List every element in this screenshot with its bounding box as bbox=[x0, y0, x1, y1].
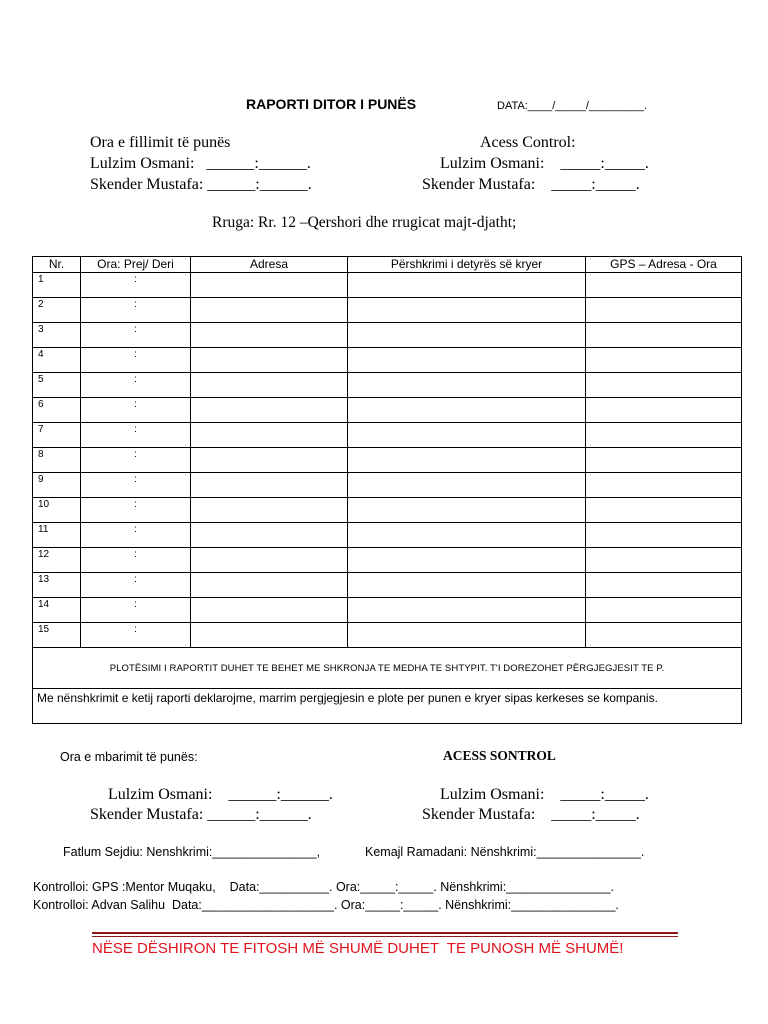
report-title: RAPORTI DITOR I PUNËS bbox=[246, 96, 417, 112]
table-row bbox=[33, 398, 742, 423]
access-control-title: Acess Control: bbox=[480, 134, 576, 151]
row-number: 10 bbox=[33, 498, 81, 523]
row-number: 9 bbox=[33, 473, 81, 498]
row-time: : bbox=[81, 373, 191, 398]
work-table bbox=[32, 256, 742, 724]
row-time: : bbox=[81, 273, 191, 298]
row-number: 12 bbox=[33, 548, 81, 573]
row-time: : bbox=[81, 523, 191, 548]
row-gps[interactable] bbox=[586, 273, 742, 298]
row-description[interactable] bbox=[348, 348, 586, 373]
signature-kemajl: Kemajl Ramadani: Nënshkrimi:_______________. bbox=[365, 845, 645, 859]
table-row bbox=[33, 523, 742, 548]
table-row bbox=[33, 448, 742, 473]
row-address[interactable] bbox=[191, 623, 348, 648]
row-number: 7 bbox=[33, 423, 81, 448]
row-description[interactable] bbox=[348, 298, 586, 323]
row-description[interactable] bbox=[348, 473, 586, 498]
notice-row bbox=[33, 648, 742, 689]
row-number: 11 bbox=[33, 523, 81, 548]
row-address[interactable] bbox=[191, 423, 348, 448]
row-description[interactable] bbox=[348, 373, 586, 398]
declaration-text: Me nënshkrimit e ketij raporti deklarojme, marrim pergjegjesin e plote per punen e kryer sipas kerkeses se kompanis. bbox=[33, 689, 742, 724]
row-description[interactable] bbox=[348, 273, 586, 298]
slogan: NËSE DËSHIRON TE FITOSH MË SHUMË DUHET TE PUNOSH MË SHUMË! bbox=[92, 940, 624, 957]
row-description[interactable] bbox=[348, 523, 586, 548]
row-number: 2 bbox=[33, 298, 81, 323]
row-time: : bbox=[81, 448, 191, 473]
access-sontrol-title: ACESS SONTROL bbox=[443, 748, 556, 763]
notice-text: PLOTËSIMI I RAPORTIT DUHET TE BEHET ME SHKRONJA TE MEDHA TE SHTYPIT. T'I DOREZOHET PËRGJEGJESIT TE P. bbox=[33, 648, 742, 689]
row-time: : bbox=[81, 548, 191, 573]
table-row bbox=[33, 323, 742, 348]
row-address[interactable] bbox=[191, 498, 348, 523]
row-gps[interactable] bbox=[586, 623, 742, 648]
table-row bbox=[33, 573, 742, 598]
row-description[interactable] bbox=[348, 498, 586, 523]
row-gps[interactable] bbox=[586, 373, 742, 398]
control-line-gps: Kontrolloi: GPS :Mentor Muqaku, Data:__________. Ora:_____:_____. Nënshkrimi:_______________. bbox=[33, 880, 614, 894]
row-gps[interactable] bbox=[586, 473, 742, 498]
row-description[interactable] bbox=[348, 398, 586, 423]
header-pershkrimi: Përshkrimi i detyrës së kryer bbox=[348, 257, 586, 273]
row-address[interactable] bbox=[191, 573, 348, 598]
row-description[interactable] bbox=[348, 323, 586, 348]
table-row bbox=[33, 473, 742, 498]
row-number: 8 bbox=[33, 448, 81, 473]
row-address[interactable] bbox=[191, 273, 348, 298]
header-gps: GPS – Adresa - Ora bbox=[586, 257, 742, 273]
row-gps[interactable] bbox=[586, 448, 742, 473]
table-row bbox=[33, 498, 742, 523]
row-number: 6 bbox=[33, 398, 81, 423]
row-time: : bbox=[81, 573, 191, 598]
table-row bbox=[33, 548, 742, 573]
table-row bbox=[33, 298, 742, 323]
end-time-title: Ora e mbarimit të punës: bbox=[60, 750, 198, 764]
row-time: : bbox=[81, 298, 191, 323]
row-description[interactable] bbox=[348, 573, 586, 598]
table-row bbox=[33, 348, 742, 373]
row-address[interactable] bbox=[191, 473, 348, 498]
row-time: : bbox=[81, 623, 191, 648]
row-gps[interactable] bbox=[586, 498, 742, 523]
row-number: 1 bbox=[33, 273, 81, 298]
row-number: 3 bbox=[33, 323, 81, 348]
header-nr: Nr. bbox=[33, 257, 81, 273]
row-gps[interactable] bbox=[586, 423, 742, 448]
street-line: Rruga: Rr. 12 –Qershori dhe rrugicat majt-djatht; bbox=[212, 214, 517, 231]
row-number: 5 bbox=[33, 373, 81, 398]
header-ora: Ora: Prej/ Deri bbox=[81, 257, 191, 273]
table-row bbox=[33, 273, 742, 298]
row-description[interactable] bbox=[348, 448, 586, 473]
row-address[interactable] bbox=[191, 373, 348, 398]
table-row bbox=[33, 623, 742, 648]
row-time: : bbox=[81, 473, 191, 498]
row-time: : bbox=[81, 348, 191, 373]
row-number: 4 bbox=[33, 348, 81, 373]
row-address[interactable] bbox=[191, 298, 348, 323]
row-gps[interactable] bbox=[586, 598, 742, 623]
row-number: 15 bbox=[33, 623, 81, 648]
row-number: 13 bbox=[33, 573, 81, 598]
row-time: : bbox=[81, 598, 191, 623]
divider-thick bbox=[92, 932, 678, 934]
row-address[interactable] bbox=[191, 398, 348, 423]
row-time: : bbox=[81, 323, 191, 348]
row-gps[interactable] bbox=[586, 548, 742, 573]
row-gps[interactable] bbox=[586, 398, 742, 423]
table-row bbox=[33, 373, 742, 398]
row-description[interactable] bbox=[348, 598, 586, 623]
row-time: : bbox=[81, 423, 191, 448]
access-line-lulzim: Lulzim Osmani: _____:_____. bbox=[440, 155, 649, 172]
row-time: : bbox=[81, 398, 191, 423]
row-address[interactable] bbox=[191, 548, 348, 573]
date-field: DATA:____/_____/_________. bbox=[497, 100, 648, 112]
table-header-row bbox=[33, 257, 742, 273]
row-description[interactable] bbox=[348, 623, 586, 648]
row-gps[interactable] bbox=[586, 323, 742, 348]
signature-fatlum: Fatlum Sejdiu: Nenshkrimi:_______________, bbox=[63, 845, 321, 859]
row-gps[interactable] bbox=[586, 523, 742, 548]
row-gps[interactable] bbox=[586, 348, 742, 373]
end-access-line-skender: Skender Mustafa: _____:_____. bbox=[422, 806, 640, 823]
row-number: 14 bbox=[33, 598, 81, 623]
start-line-lulzim: Lulzim Osmani: ______:______. bbox=[90, 155, 311, 172]
end-line-lulzim: Lulzim Osmani: ______:______. bbox=[108, 786, 333, 803]
row-address[interactable] bbox=[191, 523, 348, 548]
end-line-skender: Skender Mustafa: ______:______. bbox=[90, 806, 312, 823]
row-address[interactable] bbox=[191, 348, 348, 373]
divider-thin bbox=[92, 936, 678, 937]
start-line-skender: Skender Mustafa: ______:______. bbox=[90, 176, 312, 193]
row-gps[interactable] bbox=[586, 573, 742, 598]
end-access-line-lulzim: Lulzim Osmani: _____:_____. bbox=[440, 786, 649, 803]
table-row bbox=[33, 598, 742, 623]
control-line-advan: Kontrolloi: Advan Salihu Data:___________________. Ora:_____:_____. Nënshkrimi:_______________. bbox=[33, 898, 619, 912]
row-address[interactable] bbox=[191, 448, 348, 473]
table-row bbox=[33, 423, 742, 448]
row-gps[interactable] bbox=[586, 298, 742, 323]
access-line-skender: Skender Mustafa: _____:_____. bbox=[422, 176, 640, 193]
row-address[interactable] bbox=[191, 323, 348, 348]
row-description[interactable] bbox=[348, 423, 586, 448]
row-description[interactable] bbox=[348, 548, 586, 573]
start-time-title: Ora e fillimit të punës bbox=[90, 134, 231, 151]
declaration-row bbox=[33, 689, 742, 724]
header-adresa: Adresa bbox=[191, 257, 348, 273]
row-time: : bbox=[81, 498, 191, 523]
row-address[interactable] bbox=[191, 598, 348, 623]
